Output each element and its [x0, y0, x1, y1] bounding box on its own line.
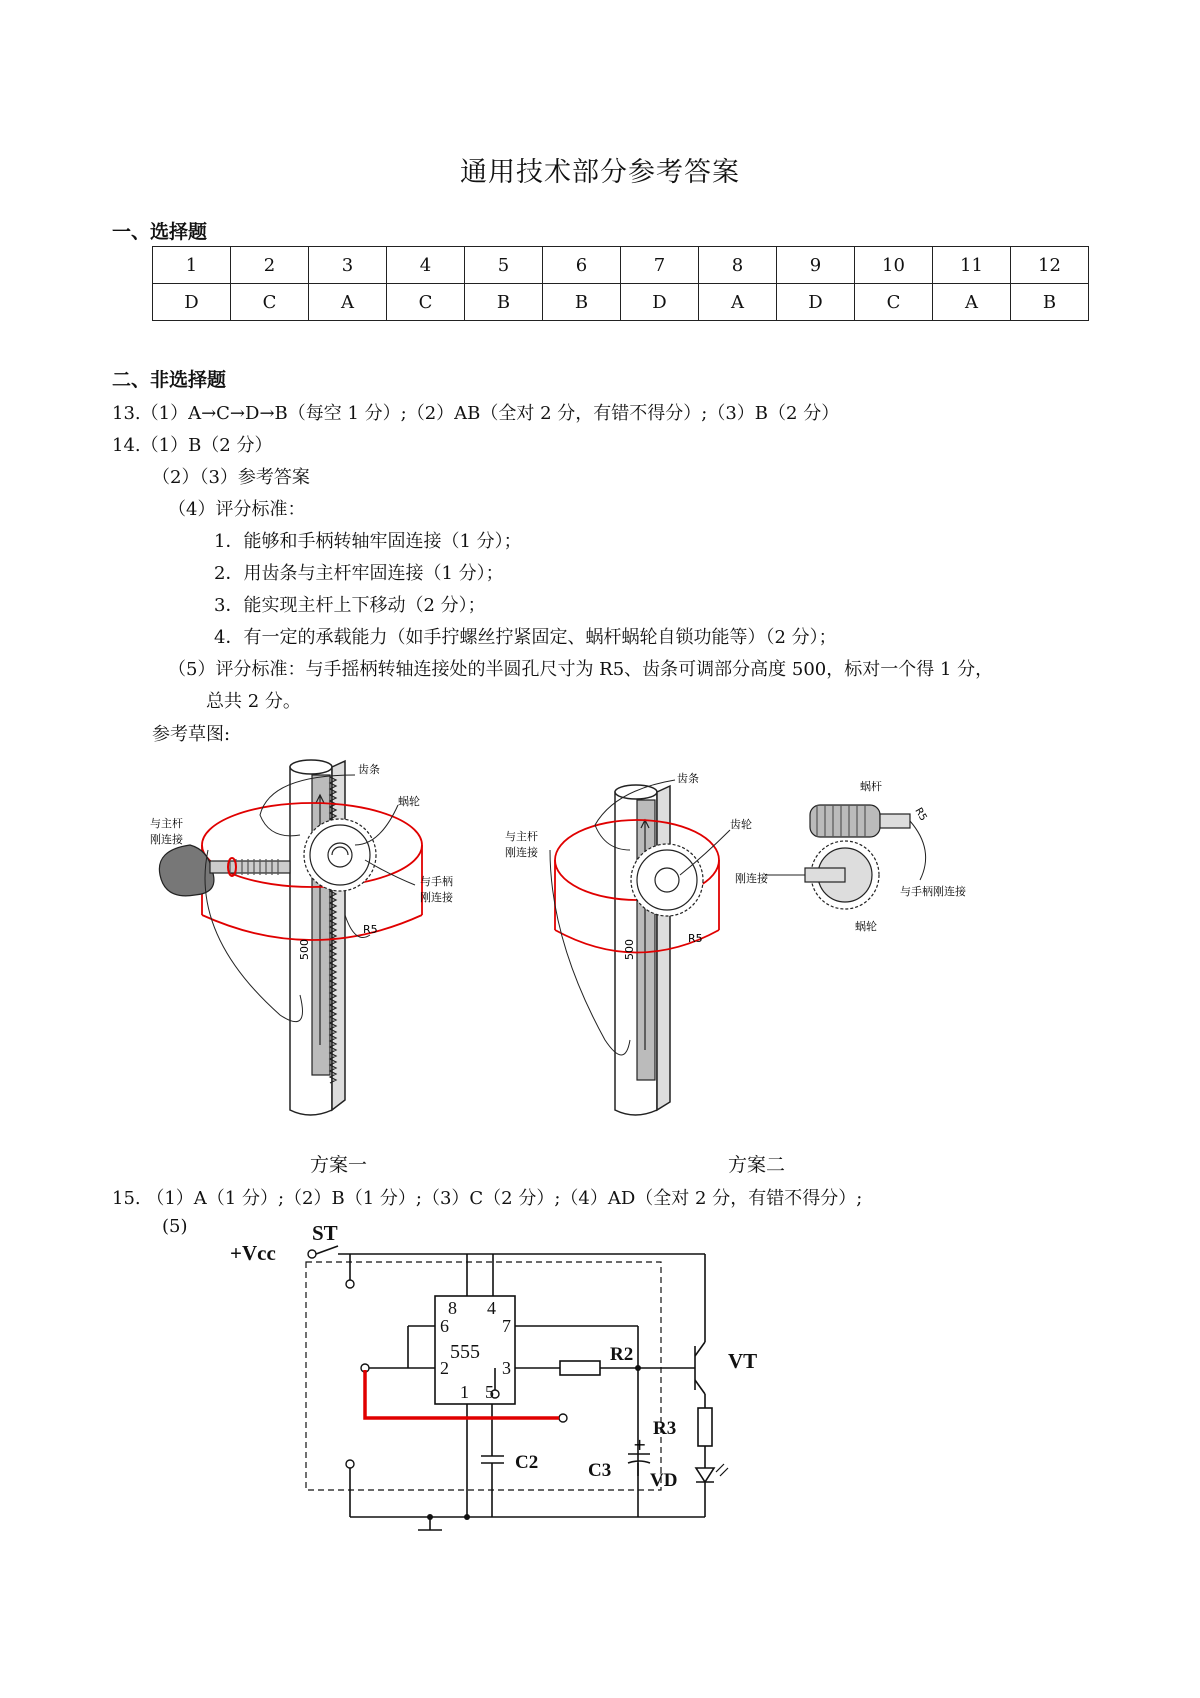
pin-1: 1 — [460, 1382, 469, 1402]
gear — [631, 844, 703, 916]
section-heading-choice: 一、选择题 — [112, 221, 208, 243]
question-number: 12 — [1011, 247, 1089, 284]
label-rigid: 刚连接 — [505, 846, 538, 859]
answer-q14-1: 14.（1）B（2 分） — [112, 435, 273, 456]
answer-table-number-row — [153, 247, 1089, 284]
pin-5: 5 — [485, 1382, 494, 1402]
label-handle: 与手柄 — [420, 875, 453, 888]
question-number: 2 — [231, 247, 309, 284]
label-worm-wheel: 蜗轮 — [855, 920, 877, 933]
answer-cell: D — [777, 284, 855, 321]
label-handle-rigid: 与手柄刚连接 — [900, 885, 966, 898]
question-number: 3 — [309, 247, 387, 284]
ic-555-label: 555 — [450, 1341, 480, 1363]
label-rigid-2: 刚连接 — [735, 872, 768, 885]
answer-table-answer-row — [153, 284, 1089, 321]
label-c3: C3 — [588, 1460, 612, 1481]
question-number: 9 — [777, 247, 855, 284]
answer-cell: C — [387, 284, 465, 321]
answer-q14-5: （5）评分标准：与手摇柄转轴连接处的半圆孔尺寸为 R5、齿条可调部分高度 500，标对一个得 1 分， — [168, 659, 994, 680]
label-worm-radius: R5 — [912, 806, 929, 824]
answer-q14-4: （4）评分标准： — [168, 499, 306, 520]
answer-cell: A — [699, 284, 777, 321]
criterion-item: 4．有一定的承载能力（如手拧螺丝拧紧固定、蜗杆蜗轮自锁功能等）（2 分）； — [214, 627, 837, 648]
label-rigid: 刚连接 — [150, 833, 183, 846]
answer-cell: C — [231, 284, 309, 321]
answer-cell: A — [309, 284, 387, 321]
answer-cell: D — [621, 284, 699, 321]
page-title: 通用技术部分参考答案 — [460, 157, 740, 188]
sketch-plan-two — [505, 772, 1025, 1125]
criterion-item: 2．用齿条与主杆牢固连接（1 分）； — [214, 563, 504, 584]
criterion-item: 1．能够和手柄转轴牢固连接（1 分）； — [214, 531, 522, 552]
label-main-rod: 与主杆 — [150, 817, 183, 830]
label-handle-rigid: 刚连接 — [420, 891, 453, 904]
worm-gear-assembly — [805, 805, 910, 909]
caption-plan-two: 方案二 — [728, 1154, 786, 1176]
label-r3: R3 — [653, 1418, 677, 1439]
answer-q15-5: (5) — [162, 1216, 188, 1237]
label-dim-500: 500 — [298, 939, 311, 960]
answer-q13: 13.（1）A→C→D→B（每空 1 分）;（2）AB（全对 2 分，有错不得分）;（3）B（2 分） — [112, 403, 840, 424]
pin-7: 7 — [502, 1316, 511, 1336]
circuit-diagram — [230, 1218, 770, 1538]
label-gear: 齿轮 — [730, 818, 752, 831]
sketch-plan-one — [150, 755, 480, 1125]
question-number: 7 — [621, 247, 699, 284]
label-vd: VD — [650, 1470, 678, 1491]
pin-4: 4 — [487, 1298, 496, 1318]
question-number: 4 — [387, 247, 465, 284]
label-r2: R2 — [610, 1344, 634, 1365]
sketch-label: 参考草图: — [152, 724, 231, 745]
pin-3: 3 — [502, 1358, 511, 1378]
label-dim-500: 500 — [623, 939, 636, 960]
terminals — [308, 1250, 567, 1468]
handle-knob — [159, 845, 290, 896]
pin-6: 6 — [440, 1316, 449, 1336]
label-radius: R5 — [688, 932, 703, 945]
label-vt: VT — [728, 1349, 758, 1373]
label-radius: R5 — [363, 923, 378, 936]
worm-wheel — [304, 819, 376, 891]
label-switch: ST — [312, 1221, 338, 1245]
criterion-item: 3．能实现主杆上下移动（2 分）； — [214, 595, 486, 616]
label-c3-plus: + — [633, 1435, 647, 1454]
answer-q14-5-cont: 总共 2 分。 — [206, 691, 301, 712]
label-worm-wheel: 蜗轮 — [398, 795, 420, 808]
answer-cell: C — [855, 284, 933, 321]
label-main-rod: 与主杆 — [505, 830, 538, 843]
answer-q15: 15. （1）A（1 分）;（2）B（1 分）;（3）C（2 分）;（4）AD（全对 2 分，有错不得分）; — [112, 1188, 863, 1209]
answer-table — [152, 246, 1089, 321]
pin-2: 2 — [440, 1358, 449, 1378]
caption-plan-one: 方案一 — [310, 1154, 368, 1176]
label-rack: 齿条 — [358, 763, 380, 776]
label-rack: 齿条 — [677, 772, 699, 785]
rack — [637, 800, 655, 1080]
question-number: 6 — [543, 247, 621, 284]
question-number: 10 — [855, 247, 933, 284]
question-number: 1 — [153, 247, 231, 284]
question-number: 11 — [933, 247, 1011, 284]
answer-q14-23: （2）（3）参考答案 — [152, 467, 310, 488]
answer-cell: B — [543, 284, 621, 321]
label-worm: 蜗杆 — [860, 780, 882, 793]
label-c2: C2 — [515, 1452, 539, 1473]
question-number: 5 — [465, 247, 543, 284]
pin-8: 8 — [448, 1298, 457, 1318]
answer-cell: B — [465, 284, 543, 321]
question-number: 8 — [699, 247, 777, 284]
led-arrows — [716, 1464, 728, 1476]
label-vcc: +Vcc — [230, 1241, 276, 1265]
answer-cell: D — [153, 284, 231, 321]
answer-cell: B — [1011, 284, 1089, 321]
answer-cell: A — [933, 284, 1011, 321]
section-heading-nonchoice: 二、非选择题 — [112, 369, 227, 391]
